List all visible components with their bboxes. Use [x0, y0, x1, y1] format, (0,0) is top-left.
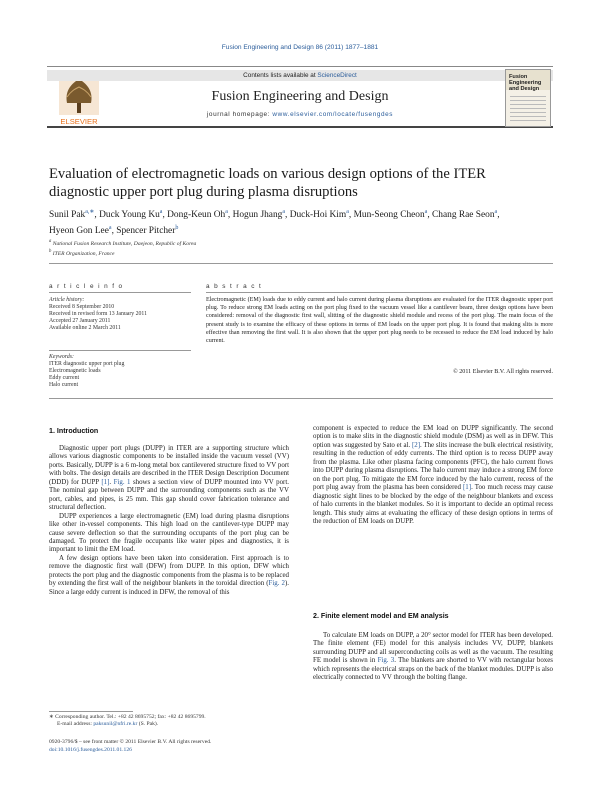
intro-paragraph-2: DUPP experiences a large electromagnetic (EM) load during plasma disruptions like other in-vessel components. This high load on the cantilever-type DUPP may cause severe deflection so that the surrounding occupants of the port plug can be damaged. To protect the fragile occupants like water pipes and diagnostics, it is important to limit the EM load.: [49, 512, 289, 554]
ref-link[interactable]: [1]: [101, 478, 110, 486]
email-line: E-mail address: paksunil@nfri.re.kr (S. Pak).: [57, 721, 159, 727]
article-history: [49, 297, 191, 332]
author-name: Chang Rae Seon$^a$: [432, 209, 498, 221]
author-name: Spencer Pitcher$^b$: [116, 225, 179, 237]
abstract-heading: a b s t r a c t: [206, 283, 263, 290]
homepage-link[interactable]: www.elsevier.com/locate/fusengdes: [272, 111, 394, 118]
keyword: Electromagnetic loads: [49, 368, 101, 374]
author-name: Dong-Keun Oh$^a$: [167, 209, 228, 221]
issn-line: 0920-3796/$ – see front matter © 2011 Elsevier B.V. All rights reserved.: [49, 739, 212, 745]
figure-link[interactable]: Fig. 3: [377, 657, 395, 665]
section-2-body: [313, 632, 553, 683]
ref-link[interactable]: [1]: [463, 484, 472, 492]
paper-title: Evaluation of electromagnetic loads on various design options of the ITER diagnostic upper port plug during plasma disruptions: [49, 166, 486, 200]
keyword: Halo current: [49, 382, 79, 388]
keyword: Eddy current: [49, 375, 80, 381]
history-line: Received in revised form 13 January 2011: [49, 311, 147, 317]
sciencedirect-link[interactable]: ScienceDirect: [317, 72, 357, 79]
journal-citation: Fusion Engineering and Design 86 (2011) 1877–1881: [221, 44, 379, 51]
section-1-heading: 1. Introduction: [49, 427, 99, 435]
keywords-label: Keywords:: [49, 354, 74, 360]
keywords-rule: [49, 350, 191, 351]
article-info-rule: [49, 292, 191, 293]
email-link[interactable]: paksunil@nfri.re.kr: [93, 721, 138, 727]
abstract-copyright: © 2011 Elsevier B.V. All rights reserved.: [453, 369, 553, 375]
author-name: Duck Young Ku$^a$: [99, 209, 163, 221]
journal-homepage: [47, 111, 553, 118]
footnotes: [49, 714, 289, 728]
publisher-name: ELSEVIER: [60, 117, 98, 126]
divider-rule: [49, 398, 553, 399]
left-column-body: [49, 445, 289, 597]
affiliation: $^a$ National Fusion Research Institute, Daejeon, Republic of Korea: [49, 239, 197, 247]
contents-available: [47, 70, 553, 81]
contents-prefix: Contents lists available at: [243, 72, 316, 79]
intro-paragraph-1: Diagnostic upper port plugs (DUPP) in ITER are a supporting structure which allows various diagnostic components to be installed inside the vacuum vessel (VV) ports. Basically, DUPP is a 6 m-long metal box cantilevered structure fixed to VV port with bolts. The design details are described in the ITER Design Description Document (DDD) for DUPP [1]. Fig. 1 shows a section view of DUPP mounted into VV port. The nominal gap between DUPP and the surrounding components such as the VV port, cables, and pipes, is 25 mm. This gap should cover fabrication tolerance and structural deflection.: [49, 445, 289, 512]
keywords: [49, 354, 191, 389]
doi-link[interactable]: doi:10.1016/j.fusengdes.2011.01.126: [49, 747, 132, 753]
affiliations: [49, 238, 349, 258]
history-line: Available online 2 March 2011: [49, 325, 121, 331]
intro-paragraph-3: A few design options have been taken into consideration. First approach is to remove the diagnostic first wall (DFW) from DUPP. In this option, DFW which protects the port plug and the diagnostic components from the plasma is to be replaced by extending the first wall of the neighbour blankets in the toroidal direction (Fig. 2). Since a large eddy current is induced in DFW, the removal of this: [49, 554, 289, 596]
section-2-heading: 2. Finite element model and EM analysis: [313, 612, 449, 620]
history-line: Received 8 September 2010: [49, 304, 115, 310]
journal-header: [47, 66, 553, 128]
abstract-rule: [206, 292, 553, 293]
history-label: Article history:: [49, 297, 85, 303]
cover-title: Fusion Engineering and Design: [509, 74, 542, 92]
history-line: Accepted 27 January 2011: [49, 318, 111, 324]
author-name: Hogun Jhang$^a$: [232, 209, 286, 221]
intro-continuation: component is expected to reduce the EM load on DUPP significantly. The second option is to make slits in the diagnostic shield module (DSM) as well as in DFW. This option was suggested by Sato et al. [2]. The slits increase the bulk electrical resistivity, resulting in the reduction of eddy currents. The third option is to recess DUPP away from the plasma. Like other plasma facing components (PFC), the halo current flows into DUPP during plasma disruptions. The halo current may induce a strong EM force on the port plug. To mitigate the EM force induced by the halo current, recess of the port plug away from the plasma has been considered [1]. Too much recess may cause diagnostic sight lines to be blocked by the edge of the neighbour blankets and excess of halo currents in the blanket modules. So it is important to decide an optimal recess length. This study aims at evaluating the efficacy of these design options in terms of the reduction of EM loads on DUPP.: [313, 425, 553, 525]
author-list: Sunil Pak$^{a,∗}$, Duck Young Ku$^a$, Dong-Keun Oh$^a$, Hogun Jhang$^a$, Duck-Hoi Kim$^a$, Mun-Seong Cheon$^a$, Chang Rae Seon$^a$, Hyeon Gon Lee$^a$, Spencer Pitcher$^b$: [49, 209, 500, 237]
journal-title: Fusion Engineering and Design: [211, 89, 389, 104]
author-name: Mun-Seong Cheon$^a$: [353, 209, 428, 221]
divider-rule: [49, 263, 553, 264]
journal-cover-thumbnail: [505, 69, 551, 127]
footnote-rule: [49, 711, 133, 712]
author-name: Duck-Hoi Kim$^a$: [289, 209, 349, 221]
figure-link[interactable]: Fig. 1: [113, 478, 131, 486]
affiliation: $^b$ ITER Organization, France: [49, 248, 115, 257]
homepage-label: journal homepage:: [206, 111, 271, 118]
right-column-body: [313, 425, 553, 526]
article-info-heading: a r t i c l e i n f o: [49, 283, 124, 290]
ref-link[interactable]: [2]: [411, 441, 420, 449]
author-name: Hyeon Gon Lee$^a$: [49, 225, 112, 237]
author-name: Sunil Pak$^{a,∗}$: [49, 209, 95, 221]
keyword: ITER diagnostic upper port plug: [49, 361, 125, 367]
abstract-text: Electromagnetic (EM) loads due to eddy current and halo current during plasma disruptions are evaluated for the ITER diagnostic upper port plug. To reduce strong EM loads acting on the port plug fixed to the vacuum vessel like a cantilever beam, three design options have been considered: removal of the diagnostic first wall, slitting of the diagnostic shield module and recess of the port plug. The main focus of the present study is to examine the efficacy of these options in terms of EM loads on the upper port plug. It is found that making slits is more effective than removing the first wall. It is also shown that the upper port plug needs to be recessed to reduce the EM load induced by halo current.: [206, 297, 553, 345]
fem-paragraph: To calculate EM loads on DUPP, a 20° sector model for ITER has been developed. The finite element (FE) model for this analysis includes VV, DUPP, blankets surrounding DUPP and all superconducting coils as well as the vacuum. The resulting FE model is shown in Fig. 3. The blankets are shorted to VV with rectangular boxes which represents the electrical straps on the back of the blanket modules. DUPP is also electrically connected to VV through the bolting flange.: [313, 632, 553, 682]
corresponding-author: ∗ Corresponding author. Tel.: +82 42 8695752; fax: +82 42 8695799.: [49, 714, 206, 720]
figure-link[interactable]: Fig. 2: [268, 580, 285, 588]
